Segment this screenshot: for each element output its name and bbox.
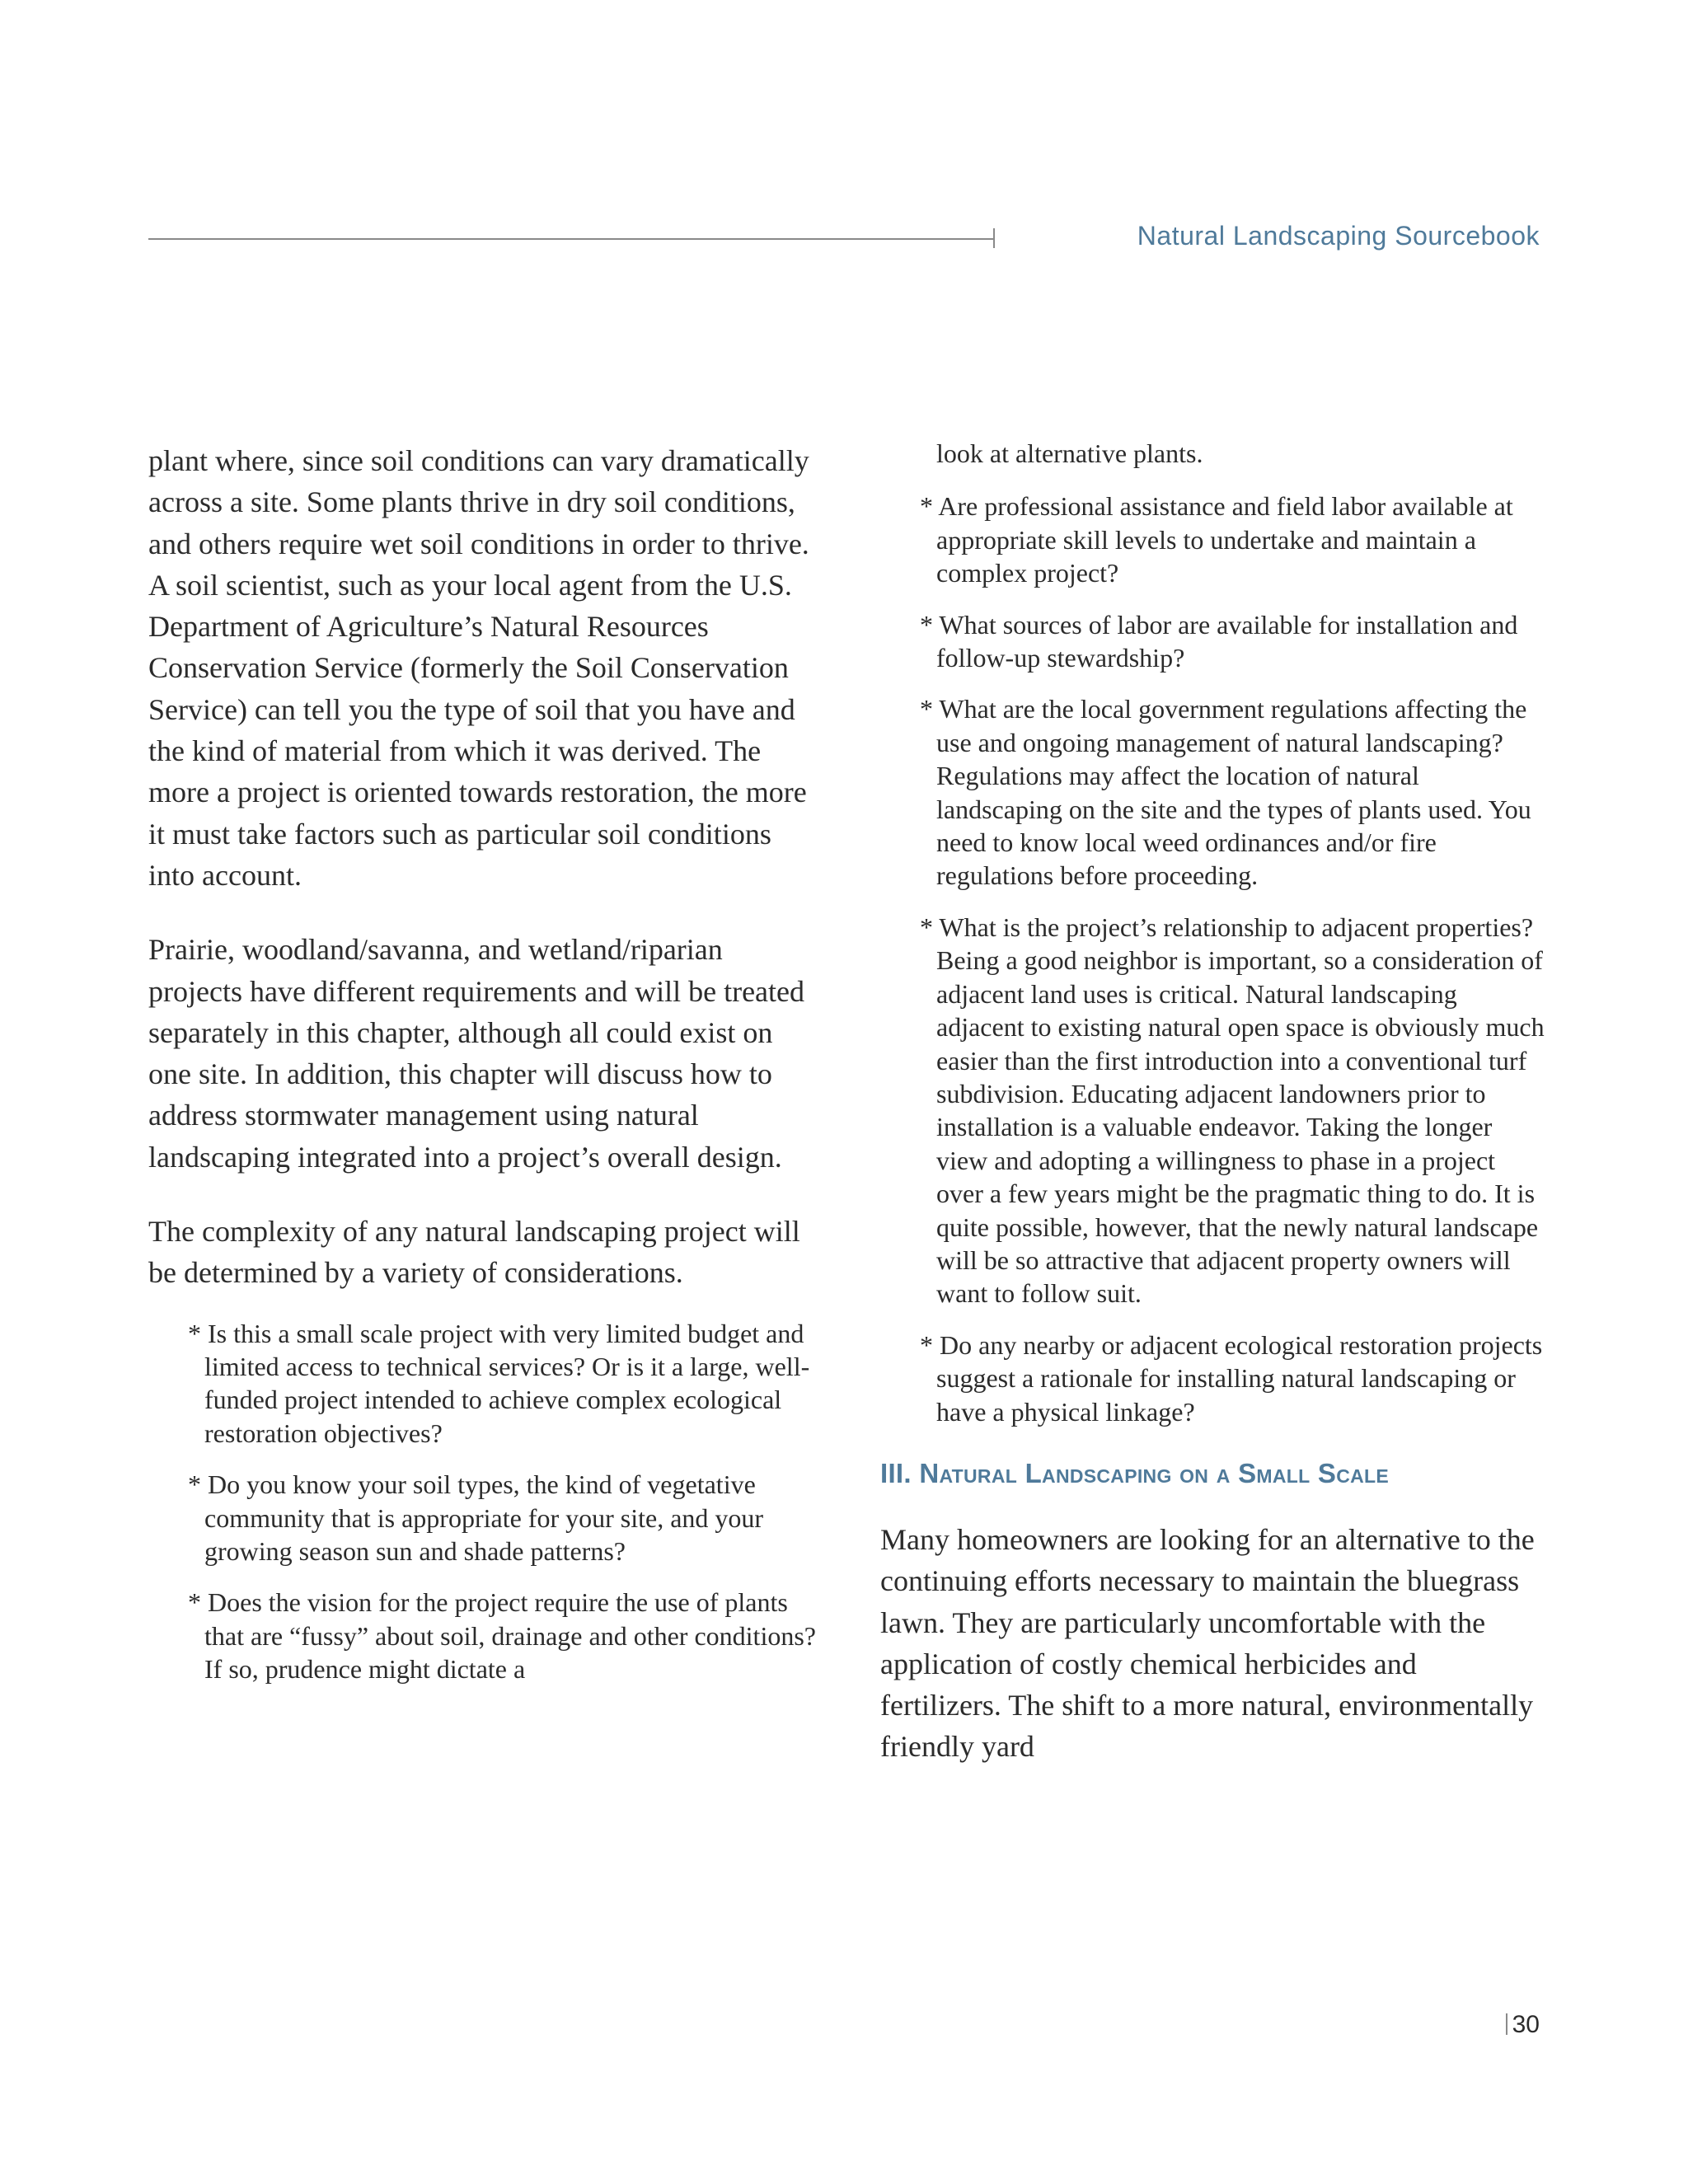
consideration-list xyxy=(920,490,1545,1428)
right-column xyxy=(880,440,1545,1801)
list-item: * What is the project’s relationship to adjacent properties? Being a good neighbor is important, so a consideration of adjacent land uses is critical. Natural landscaping adjacent to existing natural open space is obviously much easier than the first introduction into a conventional turf subdivision. Educating adjacent landowners prior to installation is a valuable endeavor. Taking the longer view and adopting a willingness to phase in a project over a few years might be the pragmatic thing to do. It is quite possible, however, that the newly natural landscape will be so attractive that adjacent property owners will want to follow suit. xyxy=(920,912,1545,1309)
header-rule-tick xyxy=(993,228,995,248)
running-title: Natural Landscaping Sourcebook xyxy=(1137,221,1540,251)
list-item: * What are the local government regulations affecting the use and ongoing management of natural landscaping? Regulations may affect the location of natural landscaping on the site and the types of plants used. You need to know local weed ordinances and/or fire regulations before proceeding. xyxy=(920,694,1531,891)
section-heading: III. Natural Landscaping on a Small Scale xyxy=(880,1457,1390,1488)
list-item: * Are professional assistance and field labor available at appropriate skill levels to undertake and maintain a complex project? xyxy=(920,491,1513,588)
left-column xyxy=(148,440,816,1704)
body-paragraph: Many homeowners are looking for an alternative to the continuing efforts necessary to maintain the bluegrass lawn. They are particularly uncomfortable with the application of costly chemical herbicides and fertilizers. The shift to a more natural, environmentally friendly yard xyxy=(880,1522,1535,1764)
consideration-list xyxy=(188,1317,816,1686)
header-rule xyxy=(148,238,994,240)
list-item: * Do you know your soil types, the kind of vegetative community that is appropriate for your site, and your growing season sun and shade patterns? xyxy=(188,1469,764,1567)
body-paragraph: The complexity of any natural landscaping project will be determined by a variety of considerations. xyxy=(148,1215,800,1290)
page-number-rule xyxy=(1506,2013,1507,2035)
body-paragraph: plant where, since soil conditions can vary dramatically across a site. Some plants thrive in dry soil conditions, and others require wet soil conditions in order to thrive. A soil scientist, such as your local agent from the U.S. Department of Agriculture’s Natural Resources Conservation Service (formerly the Soil Conservation Service) can tell you the type of soil that you have and the kind of material from which it was derived. The more a project is oriented towards restoration, the more it must take factors such as particular soil conditions into account. xyxy=(148,444,809,892)
list-item: * Does the vision for the project require the use of plants that are “fussy” about soil, drainage and other conditions? If so, prudence might dictate a xyxy=(188,1587,816,1685)
list-item: * What sources of labor are available for installation and follow-up stewardship? xyxy=(920,609,1518,673)
list-item: * Is this a small scale project with very limited budget and limited access to technical services? Or is it a large, well-funded project intended to achieve complex ecological restoration objectives? xyxy=(188,1318,810,1448)
list-item-continuation: look at alternative plants. xyxy=(936,438,1203,468)
body-paragraph: Prairie, woodland/savanna, and wetland/riparian projects have different requirements and will be treated separately in this chapter, although all could exist on one site. In addition, this chapter will discuss how to address stormwater management using natural landscaping integrated into a project’s overall design. xyxy=(148,933,805,1174)
page-number-value: 30 xyxy=(1512,2011,1540,2038)
list-item: * Do any nearby or adjacent ecological restoration projects suggest a rationale for installing natural landscaping or have a physical linkage? xyxy=(920,1329,1543,1427)
page-number xyxy=(1506,2011,1540,2039)
